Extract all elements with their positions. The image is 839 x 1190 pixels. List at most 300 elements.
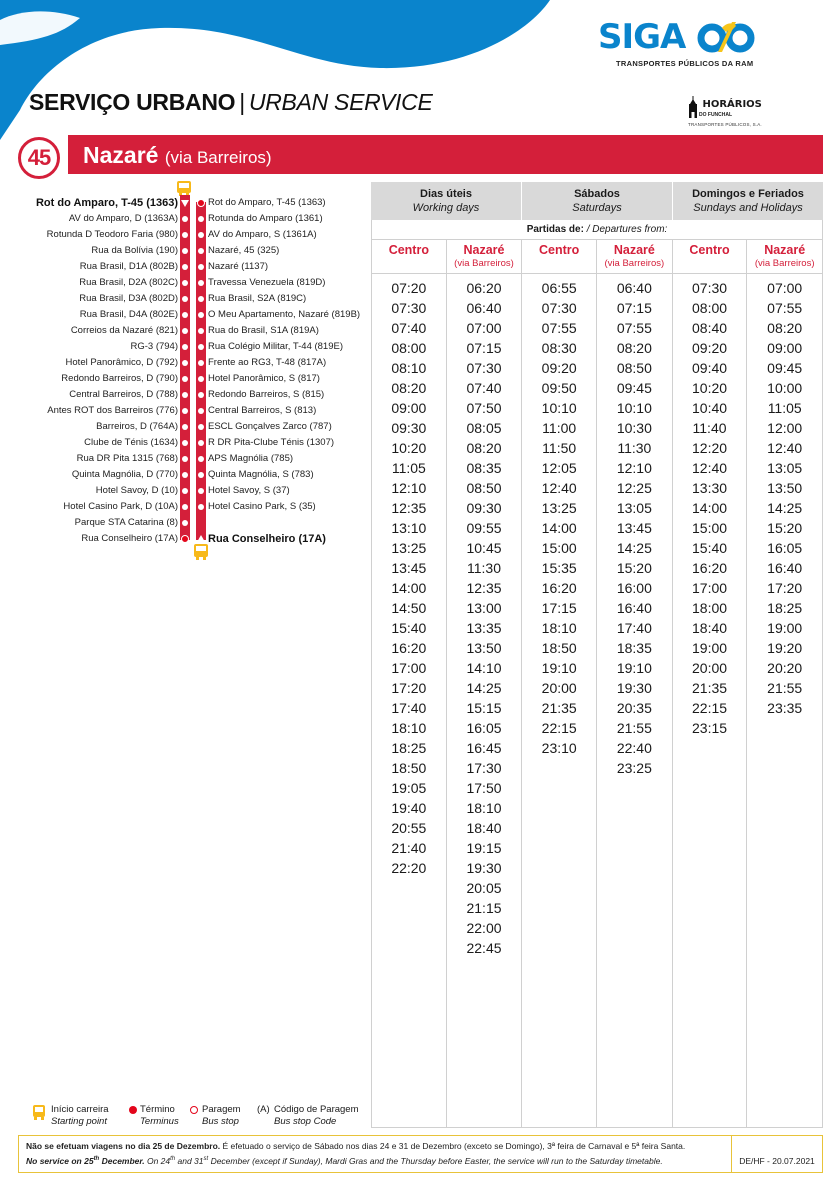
departure-time: 18:00	[692, 600, 728, 616]
departure-time: 21:35	[692, 680, 728, 696]
title-separator: |	[239, 89, 245, 115]
departure-time: 07:55	[616, 320, 652, 336]
legend-start-pt: Início carreira	[51, 1104, 109, 1115]
departure-time: 12:10	[616, 460, 652, 476]
departure-time: 13:35	[466, 620, 502, 636]
inbound-stop: Nazaré, 45 (325)	[208, 245, 280, 256]
stop-dot-icon	[182, 312, 188, 318]
stop-dot-icon	[198, 312, 204, 318]
inbound-stop: Hotel Panorâmico, S (817)	[208, 373, 320, 384]
inbound-stop: Rot do Amparo, T-45 (1363)	[208, 197, 326, 208]
departure-time: 08:00	[391, 340, 427, 356]
origin-name: Nazaré	[463, 243, 505, 257]
horarios-company: TRANSPORTES PÚBLICOS, S.A.	[688, 122, 762, 127]
departure-time: 22:00	[466, 920, 502, 936]
stop-dot-icon	[198, 392, 204, 398]
departure-time: 06:20	[466, 280, 502, 296]
departure-time: 07:00	[767, 280, 803, 296]
departure-time: 13:10	[391, 520, 427, 536]
day-header-saturdays	[522, 182, 673, 220]
departure-time: 11:50	[542, 440, 577, 456]
departure-time: 15:15	[466, 700, 502, 716]
terminus-dot-icon	[181, 535, 189, 543]
departure-time: 16:40	[767, 560, 803, 576]
stop-dot-icon	[182, 344, 188, 350]
stop-dot-icon	[182, 232, 188, 238]
inbound-stop: Frente ao RG3, T-48 (817A)	[208, 357, 327, 368]
departure-time: 15:40	[391, 620, 427, 636]
departure-time: 12:25	[616, 480, 652, 496]
day-label-pt: Dias úteis	[420, 188, 472, 200]
legend-bus-stop	[202, 1104, 241, 1128]
departure-time: 20:00	[541, 680, 577, 696]
origin-via: (via Barreiros)	[754, 258, 815, 269]
departure-time: 23:10	[541, 740, 577, 756]
departure-time: 09:20	[541, 360, 577, 376]
outbound-stop: Antes ROT dos Barreiros (776)	[47, 405, 178, 416]
departure-time: 09:30	[466, 500, 502, 516]
origin-header-nazare	[747, 240, 823, 273]
departure-time: 08:50	[616, 360, 652, 376]
departure-time: 13:25	[391, 540, 427, 556]
outbound-stop: Rua Conselheiro (17A)	[81, 533, 178, 544]
terminus-dot-icon	[129, 1106, 137, 1114]
document-code: DE/HF - 20.07.2021	[739, 1156, 815, 1166]
departure-time: 13:25	[541, 500, 577, 516]
outbound-stop: Rotunda D Teodoro Faria (980)	[46, 229, 178, 240]
legend-start	[51, 1104, 109, 1128]
departure-time: 13:05	[767, 460, 803, 476]
stop-dot-icon	[182, 424, 188, 430]
departure-time: 17:20	[391, 680, 427, 696]
timetable	[371, 182, 823, 1128]
departure-time: 22:40	[616, 740, 652, 756]
bus-icon-legend	[32, 1104, 46, 1122]
route-destination: Nazaré	[83, 142, 159, 168]
stop-dot-icon	[198, 424, 204, 430]
departure-time: 13:45	[391, 560, 427, 576]
stop-dot-icon	[182, 264, 188, 270]
departure-time: 22:45	[466, 940, 502, 956]
departure-time: 17:30	[466, 760, 502, 776]
departure-time: 19:10	[541, 660, 577, 676]
origin-name: Centro	[539, 243, 580, 257]
siga-rings-icon	[696, 20, 758, 54]
tower-icon	[688, 96, 698, 118]
legend-terminus	[140, 1104, 179, 1128]
departure-time: 07:30	[391, 300, 427, 316]
departure-time: 07:30	[541, 300, 577, 316]
departure-column	[372, 274, 447, 1127]
outbound-stop: Clube de Ténis (1634)	[84, 437, 178, 448]
departure-time: 19:30	[616, 680, 652, 696]
departure-time: 20:55	[391, 820, 427, 836]
outbound-stop: Redondo Barreiros, D (790)	[61, 373, 178, 384]
departure-time: 16:45	[466, 740, 502, 756]
departure-time: 22:20	[391, 860, 427, 876]
departure-time: 13:50	[767, 480, 803, 496]
end-triangle-icon	[196, 534, 206, 543]
notice-en-a: On 24	[144, 1155, 171, 1166]
legend-code-pt: Código de Paragem	[274, 1104, 359, 1115]
departure-time: 20:05	[466, 880, 502, 896]
departure-time: 19:00	[767, 620, 803, 636]
departure-time: 07:55	[767, 300, 803, 316]
departure-time: 18:50	[391, 760, 427, 776]
departure-time: 16:00	[616, 580, 652, 596]
departure-time: 17:15	[541, 600, 577, 616]
origin-name: Centro	[388, 243, 429, 257]
inbound-stop: APS Magnólia (785)	[208, 453, 294, 464]
inbound-stop: Rua do Brasil, S1A (819A)	[208, 325, 319, 336]
outbound-stop: Rua DR Pita 1315 (768)	[76, 453, 178, 464]
departure-time: 21:15	[466, 900, 502, 916]
inbound-stop: Central Barreiros, S (813)	[208, 405, 317, 416]
departure-time: 07:40	[391, 320, 427, 336]
legend-stop-code	[274, 1104, 359, 1128]
departure-time: 09:45	[616, 380, 652, 396]
departure-time: 15:35	[541, 560, 577, 576]
outbound-stop: Rot do Amparo, T-45 (1363)	[35, 197, 178, 209]
departure-time: 13:30	[692, 480, 728, 496]
stop-dot-icon	[198, 280, 204, 286]
stop-dot-icon	[182, 408, 188, 414]
inbound-stop: Redondo Barreiros, S (815)	[208, 389, 325, 400]
departure-time: 20:00	[692, 660, 728, 676]
departure-time: 22:15	[541, 720, 577, 736]
inbound-stop: Quinta Magnólia, S (783)	[208, 469, 314, 480]
inbound-stop: O Meu Apartamento, Nazaré (819B)	[208, 309, 361, 320]
departure-time: 18:50	[541, 640, 577, 656]
departure-time: 11:30	[467, 560, 501, 576]
departure-time: 08:10	[391, 360, 427, 376]
bus-icon-start	[176, 180, 192, 196]
departure-time: 20:35	[616, 700, 652, 716]
departure-time: 09:50	[541, 380, 577, 396]
timetable-day-header	[371, 182, 823, 220]
departure-time: 12:40	[692, 460, 728, 476]
outbound-stop: Hotel Savoy, D (10)	[95, 485, 178, 496]
stop-dot-icon	[198, 456, 204, 462]
departure-time: 11:05	[767, 400, 802, 416]
departure-time: 16:05	[767, 540, 803, 556]
departure-column	[747, 274, 823, 1127]
departure-time: 14:25	[466, 680, 502, 696]
departure-time: 23:35	[767, 700, 803, 716]
service-notice-box	[18, 1135, 823, 1173]
route-via: (via Barreiros)	[164, 148, 272, 167]
departure-time: 12:00	[767, 420, 803, 436]
departure-time: 10:20	[692, 380, 728, 396]
inbound-stop: Hotel Casino Park, S (35)	[208, 501, 316, 512]
departure-time: 08:30	[541, 340, 577, 356]
inbound-stop: Rua Conselheiro (17A)	[208, 533, 326, 545]
departure-time: 09:40	[692, 360, 728, 376]
route-number-badge: 45	[18, 137, 60, 179]
departure-time: 19:05	[391, 780, 427, 796]
departure-time: 07:15	[616, 300, 652, 316]
day-header-sundays	[673, 182, 823, 220]
departure-time: 06:55	[541, 280, 577, 296]
stop-dot-icon	[182, 360, 188, 366]
stop-dot-icon	[198, 264, 204, 270]
departure-time: 12:35	[391, 500, 427, 516]
departure-time: 11:40	[692, 420, 727, 436]
notice-en-c: December (except if Sunday), Mardi Gras and the Thursday before Easter, the service will run to the Saturday timetable.	[208, 1155, 663, 1166]
stop-dot-icon	[198, 504, 204, 510]
departure-time: 10:00	[767, 380, 803, 396]
inbound-stop: Nazaré (1137)	[208, 261, 269, 272]
departure-time: 08:40	[692, 320, 728, 336]
departure-time: 07:00	[466, 320, 502, 336]
departure-time: 18:25	[767, 600, 803, 616]
service-title-pt: SERVIÇO URBANO	[29, 89, 236, 115]
departure-time: 09:00	[767, 340, 803, 356]
departure-time: 22:15	[692, 700, 728, 716]
departure-time: 21:55	[767, 680, 803, 696]
siga-wordmark: SIGA	[598, 17, 686, 57]
stop-dot-icon	[198, 344, 204, 350]
departure-time: 14:25	[767, 500, 803, 516]
inbound-stop: AV do Amparo, S (1361A)	[208, 229, 317, 240]
legend-terminus-pt: Término	[140, 1104, 175, 1115]
stop-dot-icon	[182, 296, 188, 302]
notice-en-bold-b: December.	[99, 1155, 145, 1166]
departure-time: 23:25	[616, 760, 652, 776]
departure-time: 18:10	[466, 800, 502, 816]
departure-time: 15:40	[692, 540, 728, 556]
departure-time: 11:30	[617, 440, 652, 456]
stop-dot-icon	[182, 440, 188, 446]
departure-time: 15:20	[616, 560, 652, 576]
departure-time: 17:00	[391, 660, 427, 676]
departure-time: 10:10	[616, 400, 652, 416]
departure-time: 14:25	[616, 540, 652, 556]
departure-time: 12:20	[692, 440, 728, 456]
departure-time: 18:35	[616, 640, 652, 656]
outbound-stop: Hotel Panorâmico, D (792)	[65, 357, 178, 368]
outbound-stop: Rua da Bolívia (190)	[91, 245, 178, 256]
stop-dot-icon	[182, 520, 188, 526]
departure-times-grid	[371, 274, 823, 1128]
stop-dot-icon	[182, 248, 188, 254]
departure-time: 19:40	[391, 800, 427, 816]
departures-label-pt: Partidas de:	[526, 224, 584, 235]
departure-time: 09:20	[692, 340, 728, 356]
departure-time: 20:20	[767, 660, 803, 676]
notice-en-sup: th	[93, 1156, 100, 1162]
outbound-stop: RG-3 (794)	[130, 341, 178, 352]
departure-time: 14:00	[541, 520, 577, 536]
origin-name: Centro	[689, 243, 730, 257]
outbound-stop: Hotel Casino Park, D (10A)	[63, 501, 178, 512]
day-label-pt: Domingos e Feriados	[692, 188, 804, 200]
departure-time: 09:55	[466, 520, 502, 536]
notice-en-sup1: th	[170, 1156, 176, 1162]
stop-dot-icon	[198, 360, 204, 366]
stop-dot-icon	[198, 232, 204, 238]
departure-time: 06:40	[466, 300, 502, 316]
departure-column	[522, 274, 597, 1127]
departure-time: 18:10	[391, 720, 427, 736]
departure-time: 14:10	[466, 660, 502, 676]
bus-stop-circle-icon	[190, 1106, 198, 1114]
departure-time: 13:05	[616, 500, 652, 516]
departure-time: 15:00	[541, 540, 577, 556]
departure-time: 12:05	[541, 460, 577, 476]
notice-line-pt	[26, 1140, 724, 1153]
departure-time: 19:15	[466, 840, 502, 856]
inbound-stop: ESCL Gonçalves Zarco (787)	[208, 421, 332, 432]
departure-time: 08:20	[767, 320, 803, 336]
departure-time: 12:40	[541, 480, 577, 496]
origin-via: (via Barreiros)	[604, 258, 665, 269]
departure-time: 08:20	[616, 340, 652, 356]
departure-column	[597, 274, 673, 1127]
horarios-title: HORÁRIOS	[702, 99, 762, 110]
departure-time: 08:00	[692, 300, 728, 316]
departure-time: 19:20	[767, 640, 803, 656]
departure-time: 09:00	[391, 400, 427, 416]
departure-time: 14:00	[692, 500, 728, 516]
departure-time: 19:30	[466, 860, 502, 876]
departure-time: 18:25	[391, 740, 427, 756]
legend-code-en: Bus stop Code	[274, 1116, 337, 1127]
departure-time: 17:40	[391, 700, 427, 716]
origin-header-nazare	[597, 240, 673, 273]
departure-time: 10:30	[616, 420, 652, 436]
day-label-pt: Sábados	[574, 188, 620, 200]
stop-dot-icon	[182, 488, 188, 494]
stop-dot-icon	[182, 328, 188, 334]
departure-time: 06:40	[616, 280, 652, 296]
departure-time: 10:40	[692, 400, 728, 416]
stop-dot-icon	[182, 216, 188, 222]
departure-time: 08:05	[466, 420, 502, 436]
departure-time: 08:20	[466, 440, 502, 456]
departure-time: 07:50	[466, 400, 502, 416]
departure-time: 12:35	[466, 580, 502, 596]
stop-dot-icon	[198, 488, 204, 494]
departure-time: 23:15	[692, 720, 728, 736]
departure-time: 07:15	[466, 340, 502, 356]
departure-time: 21:40	[391, 840, 427, 856]
legend-code-symbol: (A)	[257, 1104, 270, 1115]
departure-time: 08:35	[466, 460, 502, 476]
stop-dot-icon	[198, 376, 204, 382]
legend-stop-en: Bus stop	[202, 1116, 239, 1127]
day-label-en: Sundays and Holidays	[693, 202, 803, 214]
stop-dot-icon	[198, 328, 204, 334]
notice-en-bold-a: No service on 25	[26, 1155, 94, 1166]
departures-label-en: / Departures from:	[586, 224, 668, 235]
origin-header-centro	[522, 240, 597, 273]
inbound-stop: Hotel Savoy, S (37)	[208, 485, 290, 496]
departure-time: 17:50	[466, 780, 502, 796]
stop-dot-icon	[182, 280, 188, 286]
stop-dot-icon	[198, 296, 204, 302]
notice-pt-bold: Não se efetuam viagens no dia 25 de Dezembro.	[26, 1141, 221, 1151]
outbound-stop: Central Barreiros, D (788)	[69, 389, 178, 400]
departure-time: 08:20	[391, 380, 427, 396]
inbound-stop: Rua Colégio Militar, T-44 (819E)	[208, 341, 343, 352]
departure-time: 18:10	[541, 620, 577, 636]
departure-time: 21:55	[616, 720, 652, 736]
stop-dot-icon	[182, 504, 188, 510]
departure-time: 18:40	[466, 820, 502, 836]
departure-column	[447, 274, 523, 1127]
stop-dot-icon	[182, 392, 188, 398]
departure-time: 14:50	[391, 600, 427, 616]
terminus-dot-icon	[197, 199, 205, 207]
outbound-stop: Rua Brasil, D3A (802D)	[79, 293, 178, 304]
departure-time: 16:20	[541, 580, 577, 596]
departure-time: 09:45	[767, 360, 803, 376]
route-name	[83, 141, 272, 172]
origin-header-row	[371, 240, 823, 274]
inbound-stop: R DR Pita-Clube Ténis (1307)	[208, 437, 335, 448]
departure-time: 10:45	[466, 540, 502, 556]
outbound-stop: Quinta Magnólia, D (770)	[71, 469, 178, 480]
inbound-stop: Travessa Venezuela (819D)	[208, 277, 326, 288]
departure-time: 07:30	[692, 280, 728, 296]
day-label-en: Working days	[412, 202, 480, 214]
stop-dot-icon	[182, 376, 188, 382]
departure-time: 16:05	[466, 720, 502, 736]
departure-time: 21:35	[541, 700, 577, 716]
departure-time: 12:10	[391, 480, 427, 496]
outbound-stop: Rua Brasil, D1A (802B)	[79, 261, 178, 272]
departure-time: 10:20	[391, 440, 427, 456]
departure-time: 13:50	[466, 640, 502, 656]
stop-dot-icon	[198, 248, 204, 254]
outbound-stop: Barreiros, D (764A)	[96, 421, 178, 432]
departure-time: 19:10	[616, 660, 652, 676]
origin-name: Nazaré	[764, 243, 806, 257]
outbound-stop: Parque STA Catarina (8)	[74, 517, 178, 528]
departure-time: 18:40	[692, 620, 728, 636]
departure-time: 16:20	[391, 640, 427, 656]
departure-time: 07:40	[466, 380, 502, 396]
route-stops-diagram	[0, 180, 370, 570]
horarios-sub: DO FUNCHAL	[699, 112, 733, 118]
notice-line-en	[26, 1153, 724, 1168]
inbound-stop: Rotunda do Amparo (1361)	[208, 213, 323, 224]
origin-header-centro	[372, 240, 447, 273]
day-label-en: Saturdays	[572, 202, 622, 214]
bus-icon-end	[193, 543, 209, 561]
service-title	[29, 88, 433, 116]
departure-time: 12:40	[767, 440, 803, 456]
departure-time: 17:40	[616, 620, 652, 636]
departure-time: 15:00	[692, 520, 728, 536]
departure-time: 10:10	[541, 400, 577, 416]
departure-time: 13:00	[466, 600, 502, 616]
day-header-weekdays	[371, 182, 522, 220]
outbound-stop: AV do Amparo, D (1363A)	[68, 213, 178, 224]
departure-time: 09:30	[391, 420, 427, 436]
departures-from-label	[371, 220, 823, 240]
departure-time: 19:00	[692, 640, 728, 656]
departure-time: 17:20	[767, 580, 803, 596]
stop-dot-icon	[182, 456, 188, 462]
service-notice-text	[19, 1136, 732, 1172]
departure-time: 11:05	[391, 460, 426, 476]
service-title-en: URBAN SERVICE	[248, 89, 433, 115]
outbound-stop: Rua Brasil, D2A (802C)	[79, 277, 178, 288]
origin-header-centro	[673, 240, 748, 273]
departure-time: 07:30	[466, 360, 502, 376]
